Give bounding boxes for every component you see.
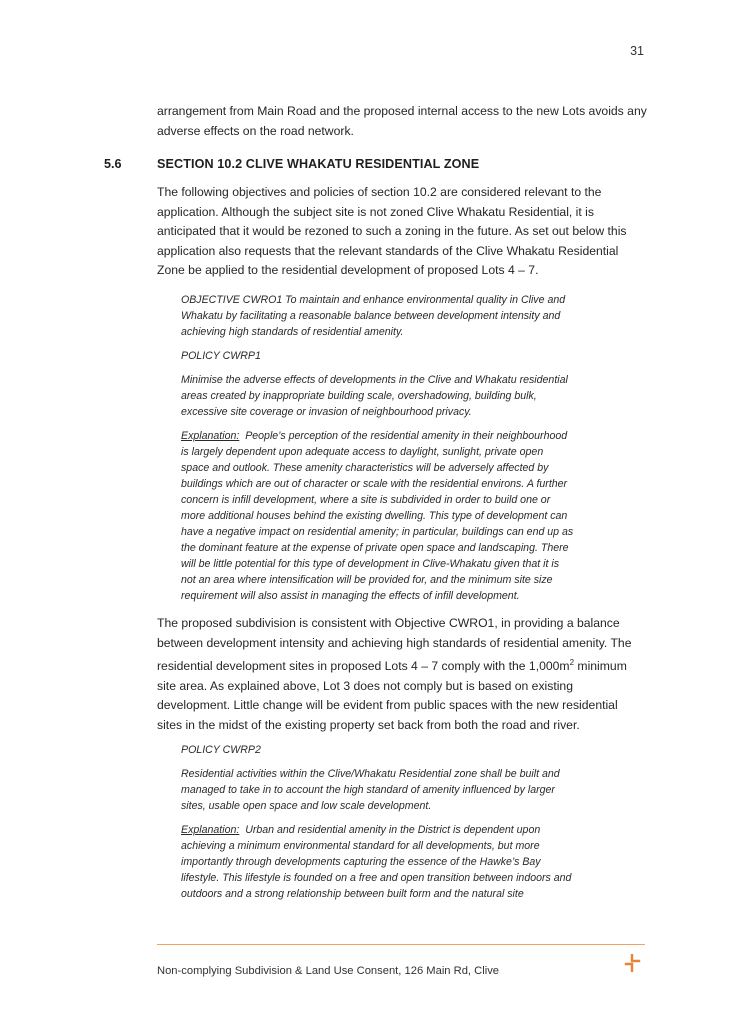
objective-cwro1 [181, 292, 565, 340]
explanation-line: the dominant feature at the expense of private open space and landscaping. There [181, 542, 569, 554]
assessment-line: sites in the midst of the existing property set back from both the road and river. [157, 718, 580, 733]
assessment-paragraph [157, 614, 631, 736]
policy-cwrp1-explanation [181, 428, 573, 604]
policy-cwrp1-text [181, 372, 568, 420]
paragraph-line: anticipated that it would be rezoned to such a zoning in the future. As set out below this [157, 224, 627, 239]
explanation-label: Explanation: [181, 430, 240, 442]
intro-line: adverse effects on the road network. [157, 123, 354, 138]
assessment-line [157, 653, 631, 677]
explanation-line: lifestyle. This lifestyle is founded on a free and open transition between indoors and [181, 872, 572, 884]
section-heading: SECTION 10.2 CLIVE WHAKATU RESIDENTIAL ZONE [157, 157, 480, 171]
explanation-line: will be little potential for this type of development in Clive-Whakatu given that it is [181, 558, 560, 570]
explanation-text: People’s perception of the residential amenity in their neighbourhood [239, 430, 568, 442]
policy-cwrp2-text [181, 766, 560, 814]
explanation-line: concern is infill development, where a site is subdivided in order to build one or [181, 494, 551, 506]
policy-title: POLICY CWRP1 [181, 350, 261, 362]
assessment-line: The proposed subdivision is consistent with Objective CWRO1, in providing a balance [157, 616, 620, 630]
explanation-text: Urban and residential amenity in the District is dependent upon [239, 824, 541, 836]
objective-line: Whakatu by facilitating a reasonable balance between development intensity and [181, 310, 561, 322]
footer-text: Non-complying Subdivision & Land Use Consent, 126 Main Rd, Clive [157, 965, 500, 977]
superscript-two: 2 [569, 658, 575, 668]
corner-brackets-icon [624, 954, 642, 972]
assessment-line: site area. As explained above, Lot 3 does not comply but is based on existing [157, 678, 573, 693]
intro-paragraph [157, 102, 647, 141]
policy-line: areas created by inappropriate building scale, overshadowing, building bulk, [181, 390, 537, 402]
assessment-text: residential development sites in proposed Lots 4 – 7 comply with the 1,000m [157, 659, 570, 674]
explanation-line: more additional houses behind the existing dwelling. This type of development can [181, 510, 568, 522]
explanation-line [181, 428, 573, 444]
policy-line: Residential activities within the Clive/Whakatu Residential zone shall be built and [181, 768, 560, 780]
footer-divider [157, 944, 645, 945]
explanation-label: Explanation: [181, 824, 240, 836]
explanation-line: importantly through developments capturing the essence of the Hawke’s Bay [181, 856, 541, 868]
explanation-line [181, 822, 571, 838]
paragraph-line: application. Although the subject site is not zoned Clive Whakatu Residential, it is [157, 204, 594, 219]
objective-line: achieving high standards of residential amenity. [181, 326, 404, 338]
intro-line: arrangement from Main Road and the proposed internal access to the new Lots avoids any [157, 104, 647, 118]
policy-line: Minimise the adverse effects of developments in the Clive and Whakatu residential [181, 374, 568, 386]
assessment-line: between development intensity and achieving high standards of residential amenity. The [157, 635, 632, 650]
policy-line: managed to take in to account the high standard of amenity influenced by larger [181, 784, 555, 796]
policy-cwrp2-title [181, 742, 261, 758]
assessment-line: development. Little change will be evident from public spaces with the new residential [157, 698, 618, 713]
paragraph-line: Zone be applied to the residential development of proposed Lots 4 – 7. [157, 263, 539, 278]
policy-line: sites, usable open space and low scale development. [181, 800, 432, 812]
explanation-line: requirement will also assist in managing the effects of infill development. [181, 590, 520, 602]
page-number: 31 [630, 44, 644, 58]
explanation-line: outdoors and a strong relationship between built form and the natural site [181, 888, 524, 900]
explanation-line: have a negative impact on residential amenity; in particular, buildings can end up as [181, 526, 574, 538]
policy-cwrp2-explanation [181, 822, 571, 902]
objective-line: OBJECTIVE CWRO1 To maintain and enhance environmental quality in Clive and [181, 294, 566, 306]
policy-title: POLICY CWRP2 [181, 744, 261, 756]
paragraph-line: application also requests that the relevant standards of the Clive Whakatu Residential [157, 243, 619, 258]
explanation-line: buildings which are out of character or scale with the residential environs. A further [181, 478, 568, 490]
explanation-line: not an area where intensification will be provided for, and the minimum site size [181, 574, 553, 586]
section-number: 5.6 [104, 157, 122, 171]
assessment-text: minimum [574, 659, 627, 674]
paragraph-line: The following objectives and policies of section 10.2 are considered relevant to the [157, 185, 602, 199]
explanation-line: achieving a minimum environmental standard for all developments, but more [181, 840, 540, 852]
explanation-line: space and outlook. These amenity characteristics will be adversely affected by [181, 462, 549, 474]
section-paragraph [157, 183, 627, 281]
explanation-line: is largely dependent upon adequate access to daylight, sunlight, private open [181, 446, 544, 458]
policy-line: excessive site coverage or invasion of neighbourhood privacy. [181, 406, 472, 418]
policy-cwrp1-title [181, 348, 261, 364]
